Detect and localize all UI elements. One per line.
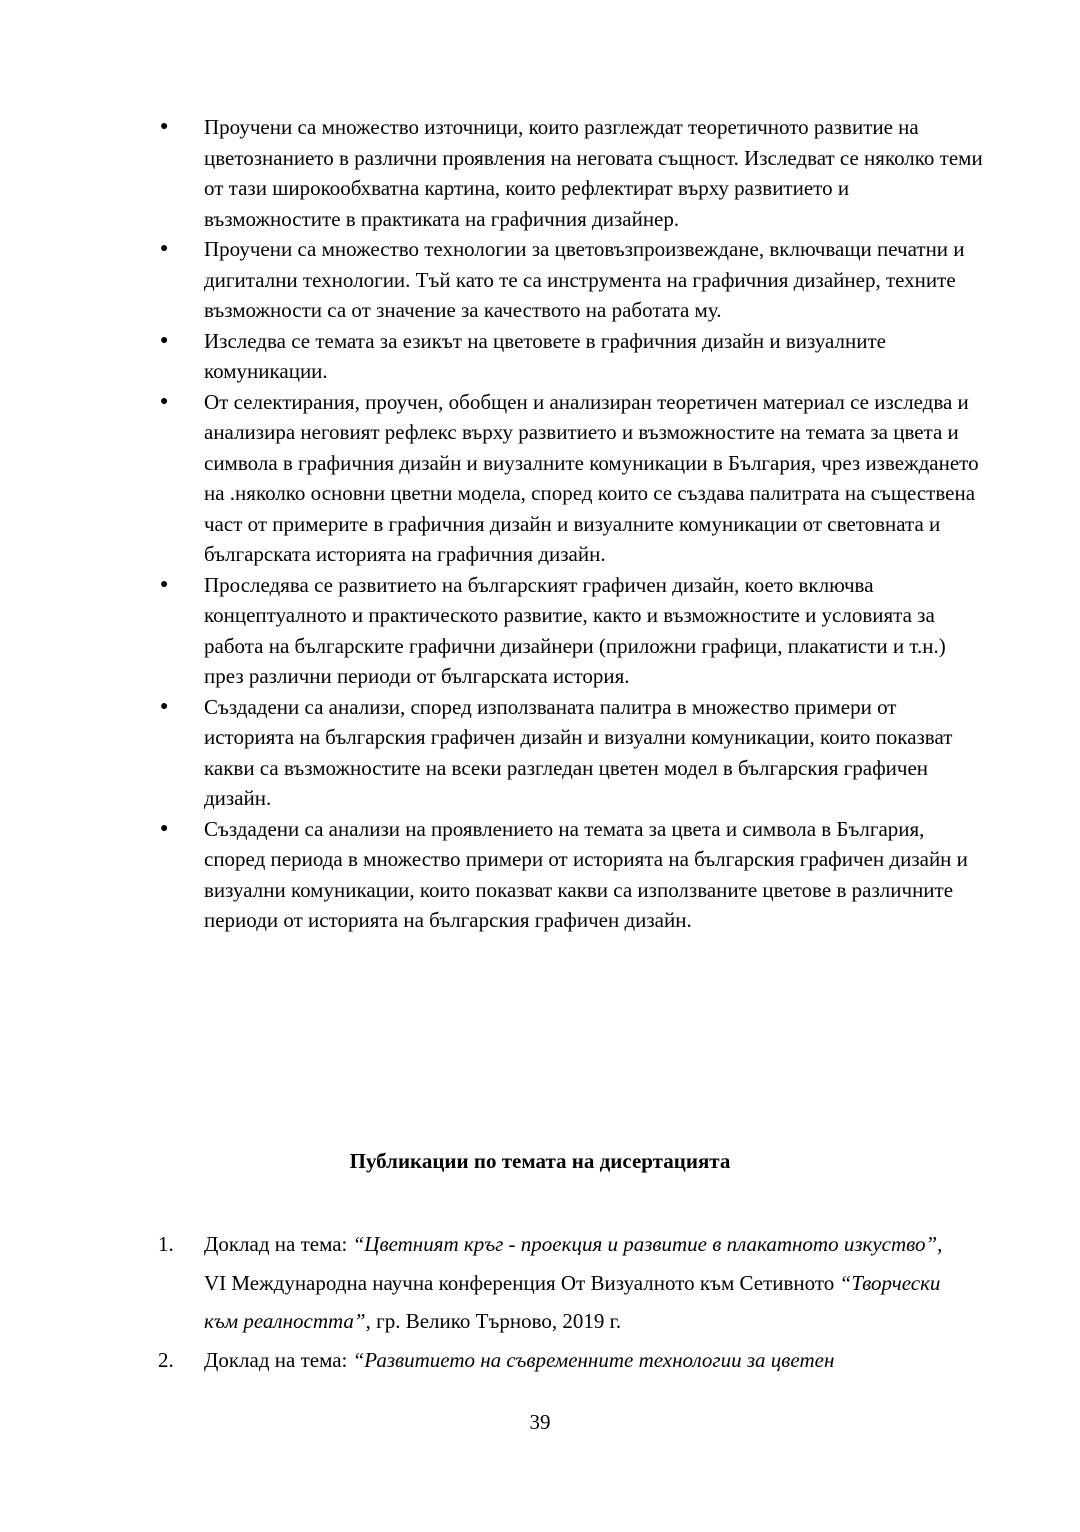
bullet-text: Изследва се темата за езикът на цветовете в графичния дизайн и визуалните комуникации. <box>204 328 886 383</box>
bullet-icon: ● <box>160 576 169 592</box>
bullet-text: Проучени са множество технологии за цветовъзпроизвеждане, включващи печатни и дигитални технологии. Тъй като те са инструмента на графичния дизайнер, техните възможности са от значение за качеството на работата му. <box>204 237 965 322</box>
bullet-icon: ● <box>160 393 169 409</box>
list-item <box>0 326 989 387</box>
bullet-text: Създадени са анализи, според използваната палитра в множество примери от историята на българския графичен дизайн и визуални комуникации, които показват какви са възможностите на всеки разгледан цветен модел в българския графичен дизайн. <box>204 694 953 810</box>
bullet-icon: ● <box>160 332 169 348</box>
publication-conference: VI Международна научна конференция От Визуалното към Сетивното <box>204 1270 840 1295</box>
page-number: 39 <box>529 1410 551 1434</box>
list-item <box>0 234 989 326</box>
summary-bullet-list <box>0 112 1080 936</box>
publication-prefix: Доклад на тема: <box>204 1232 353 1256</box>
publication-number: 2. <box>158 1347 174 1372</box>
bullet-text: Създадени са анализи на проявлението на темата за цвета и символа в България, според периода в множество примери от историята на българския графичен дизайн и визуални комуникации, които показват какви са използваните цветове в различните периоди от историята на българския графичен дизайн. <box>204 816 968 932</box>
bullet-icon: ● <box>160 119 169 134</box>
publication-number: 1. <box>158 1232 174 1256</box>
list-item <box>0 692 989 814</box>
publication-item <box>0 1225 944 1341</box>
bullet-icon: ● <box>160 698 169 714</box>
bullet-text: Проследява се развитието на българският графичен дизайн, което включва концептуалното и практическото развитие, както и възможностите и условията за работа на българските графични дизайнери (приложни графици, плакатисти и т.н.) през различни периоди от българската история. <box>204 572 946 688</box>
section-title: Публикации по темата на дисертацията <box>349 1149 731 1173</box>
publication-title: “Развитието на съвременните технологии за цветен <box>352 1347 835 1372</box>
publication-title: “Цветният кръг - проекция и развитие в плакатното изкуство”, <box>352 1232 943 1256</box>
publications-list <box>0 1225 1080 1379</box>
list-item <box>0 814 989 936</box>
bullet-text: Проучени са множество източници, които разглеждат теоретичното развитие на цветознанието в различни проявления на неговата същност. Изследват се няколко теми от тази широкообхватна картина, които рефлектират върху развитието и възможностите в практиката на графичния дизайнер. <box>204 115 983 231</box>
publication-item <box>0 1341 944 1380</box>
bullet-text: От селектирания, проучен, обобщен и анализиран теоретичен материал се изследва и анализира неговият рефлекс върху развитието и възможностите на темата за цвета и символа в графичния дизайн и виузалните комуникации в България, чрез извеждането на .няколко основни цветни модела, според които се създава палитрата на съществена част от примерите в графичния дизайн и визуалните комуникации от световната и българската историята на графичния дизайн. <box>204 389 979 566</box>
list-item <box>0 570 989 692</box>
bullet-icon: ● <box>160 820 169 836</box>
list-item <box>0 112 989 234</box>
publication-location: , гр. Велико Търново, 2019 г. <box>365 1309 622 1333</box>
bullet-icon: ● <box>160 241 169 256</box>
list-item <box>0 387 989 570</box>
publication-prefix: Доклад на тема: <box>204 1347 353 1372</box>
publication-event: “Творчески към реалността” <box>204 1270 941 1333</box>
